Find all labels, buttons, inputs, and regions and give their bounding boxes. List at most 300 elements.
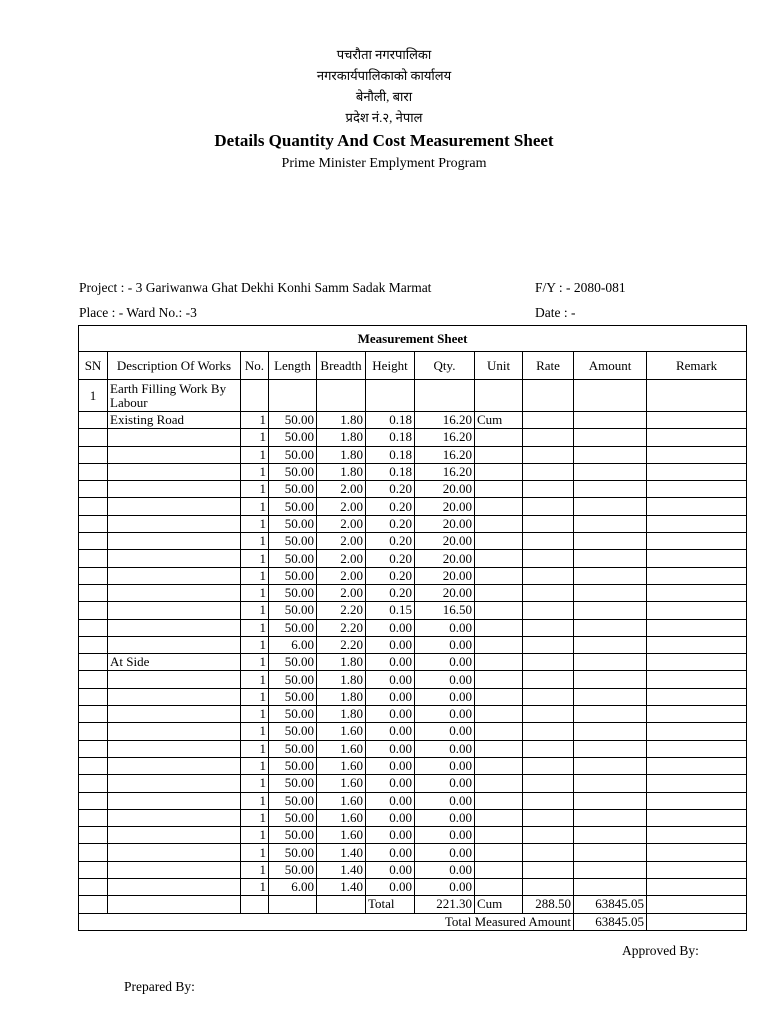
cell-no: 1 bbox=[241, 515, 269, 532]
cell-amount bbox=[574, 827, 647, 844]
cell-sn bbox=[79, 879, 108, 896]
cell-length: 50.00 bbox=[269, 429, 317, 446]
cell-remark bbox=[647, 879, 747, 896]
cell-no: 1 bbox=[241, 861, 269, 878]
cell-length: 50.00 bbox=[269, 498, 317, 515]
table-row bbox=[79, 844, 747, 861]
cell-amount bbox=[574, 792, 647, 809]
cell-sn bbox=[79, 809, 108, 826]
cell-remark bbox=[647, 481, 747, 498]
cell-qty: 0.00 bbox=[415, 740, 475, 757]
cell-amount bbox=[574, 654, 647, 671]
cell-no: 1 bbox=[241, 723, 269, 740]
cell-description bbox=[108, 827, 241, 844]
table-row bbox=[79, 654, 747, 671]
cell-unit bbox=[475, 706, 523, 723]
cell-no: 1 bbox=[241, 654, 269, 671]
cell-qty: 20.00 bbox=[415, 584, 475, 601]
cell-no: 1 bbox=[241, 757, 269, 774]
cell-height: 0.00 bbox=[366, 619, 415, 636]
cell-qty: 0.00 bbox=[415, 879, 475, 896]
cell-no: 1 bbox=[241, 446, 269, 463]
cell-sn bbox=[79, 706, 108, 723]
cell-description: At Side bbox=[108, 654, 241, 671]
cell-unit bbox=[475, 481, 523, 498]
col-header-unit: Unit bbox=[475, 352, 523, 380]
table-header-row bbox=[79, 352, 747, 380]
cell-length: 6.00 bbox=[269, 636, 317, 653]
cell-height: 0.00 bbox=[366, 844, 415, 861]
cell-description bbox=[108, 567, 241, 584]
item-row bbox=[79, 380, 747, 412]
cell-qty: 16.20 bbox=[415, 429, 475, 446]
cell-breadth: 2.00 bbox=[317, 567, 366, 584]
cell-unit: Cum bbox=[475, 412, 523, 429]
cell-qty: 20.00 bbox=[415, 498, 475, 515]
cell-breadth: 1.80 bbox=[317, 412, 366, 429]
total-unit: Cum bbox=[475, 896, 523, 913]
cell-no: 1 bbox=[241, 671, 269, 688]
cell-no: 1 bbox=[241, 550, 269, 567]
cell-remark bbox=[647, 740, 747, 757]
cell-height: 0.00 bbox=[366, 740, 415, 757]
cell-no: 1 bbox=[241, 412, 269, 429]
cell-no: 1 bbox=[241, 636, 269, 653]
cell-description bbox=[108, 481, 241, 498]
cell-length: 50.00 bbox=[269, 567, 317, 584]
cell-sn bbox=[79, 584, 108, 601]
cell-height: 0.00 bbox=[366, 792, 415, 809]
cell-unit bbox=[475, 602, 523, 619]
cell-sn bbox=[79, 412, 108, 429]
cell-breadth: 1.60 bbox=[317, 827, 366, 844]
place-label: Place : - bbox=[79, 305, 127, 320]
table-row bbox=[79, 515, 747, 532]
cell-breadth: 1.40 bbox=[317, 844, 366, 861]
cell-amount bbox=[574, 412, 647, 429]
cell-length: 50.00 bbox=[269, 446, 317, 463]
cell-height: 0.00 bbox=[366, 688, 415, 705]
cell-unit bbox=[475, 757, 523, 774]
cell-qty: 20.00 bbox=[415, 567, 475, 584]
cell-unit bbox=[475, 671, 523, 688]
cell-description bbox=[108, 515, 241, 532]
table-row bbox=[79, 671, 747, 688]
cell-qty: 0.00 bbox=[415, 844, 475, 861]
cell-unit bbox=[475, 584, 523, 601]
cell-breadth: 1.80 bbox=[317, 463, 366, 480]
cell-rate bbox=[523, 861, 574, 878]
cell-breadth: 1.80 bbox=[317, 446, 366, 463]
table-row bbox=[79, 481, 747, 498]
cell-qty: 20.00 bbox=[415, 481, 475, 498]
cell-rate bbox=[523, 602, 574, 619]
cell-rate bbox=[523, 844, 574, 861]
cell-remark bbox=[647, 636, 747, 653]
item-sn: 1 bbox=[79, 380, 108, 412]
cell-breadth: 1.60 bbox=[317, 775, 366, 792]
cell-rate bbox=[523, 498, 574, 515]
project-info bbox=[79, 280, 431, 296]
cell-sn bbox=[79, 688, 108, 705]
cell-amount bbox=[574, 861, 647, 878]
cell-sn bbox=[79, 446, 108, 463]
cell-amount bbox=[574, 429, 647, 446]
cell-rate bbox=[523, 792, 574, 809]
cell-remark bbox=[647, 775, 747, 792]
fiscal-year-label: F/Y : - bbox=[535, 280, 574, 295]
cell-sn bbox=[79, 671, 108, 688]
cell-breadth: 1.60 bbox=[317, 740, 366, 757]
cell-breadth: 1.80 bbox=[317, 706, 366, 723]
cell-length: 50.00 bbox=[269, 706, 317, 723]
grand-total-amount: 63845.05 bbox=[574, 913, 647, 930]
table-row bbox=[79, 809, 747, 826]
cell-qty: 16.50 bbox=[415, 602, 475, 619]
cell-description bbox=[108, 463, 241, 480]
table-row bbox=[79, 775, 747, 792]
table-row bbox=[79, 861, 747, 878]
cell-no: 1 bbox=[241, 879, 269, 896]
cell-qty: 0.00 bbox=[415, 809, 475, 826]
cell-remark bbox=[647, 429, 747, 446]
cell-length: 50.00 bbox=[269, 844, 317, 861]
cell-no: 1 bbox=[241, 498, 269, 515]
table-row bbox=[79, 463, 747, 480]
cell-description bbox=[108, 723, 241, 740]
cell-height: 0.00 bbox=[366, 827, 415, 844]
cell-no: 1 bbox=[241, 619, 269, 636]
cell-unit bbox=[475, 533, 523, 550]
total-rate: 288.50 bbox=[523, 896, 574, 913]
cell-remark bbox=[647, 567, 747, 584]
cell-amount bbox=[574, 688, 647, 705]
table-row bbox=[79, 584, 747, 601]
cell-amount bbox=[574, 671, 647, 688]
cell-sn bbox=[79, 827, 108, 844]
cell-no: 1 bbox=[241, 844, 269, 861]
cell-rate bbox=[523, 619, 574, 636]
cell-remark bbox=[647, 533, 747, 550]
project-value: 3 Gariwanwa Ghat Dekhi Konhi Samm Sadak Marmat bbox=[135, 280, 432, 295]
cell-length: 50.00 bbox=[269, 515, 317, 532]
cell-sn bbox=[79, 602, 108, 619]
cell-length: 50.00 bbox=[269, 827, 317, 844]
cell-description bbox=[108, 740, 241, 757]
cell-no: 1 bbox=[241, 809, 269, 826]
table-row bbox=[79, 619, 747, 636]
grand-total-label: Total Measured Amount bbox=[79, 913, 574, 930]
cell-unit bbox=[475, 498, 523, 515]
cell-sn bbox=[79, 740, 108, 757]
cell-qty: 0.00 bbox=[415, 861, 475, 878]
cell-description bbox=[108, 671, 241, 688]
cell-breadth: 1.40 bbox=[317, 861, 366, 878]
cell-qty: 20.00 bbox=[415, 515, 475, 532]
cell-height: 0.00 bbox=[366, 706, 415, 723]
cell-qty: 0.00 bbox=[415, 757, 475, 774]
cell-unit bbox=[475, 879, 523, 896]
cell-description bbox=[108, 757, 241, 774]
cell-rate bbox=[523, 481, 574, 498]
org-line-province: प्रदेश नं.२, नेपाल bbox=[345, 110, 423, 125]
cell-no: 1 bbox=[241, 533, 269, 550]
table-caption: Measurement Sheet bbox=[79, 326, 747, 352]
cell-remark bbox=[647, 671, 747, 688]
table-row bbox=[79, 567, 747, 584]
cell-rate bbox=[523, 723, 574, 740]
cell-rate bbox=[523, 515, 574, 532]
cell-unit bbox=[475, 446, 523, 463]
cell-breadth: 2.00 bbox=[317, 515, 366, 532]
cell-breadth: 2.20 bbox=[317, 602, 366, 619]
cell-description bbox=[108, 792, 241, 809]
cell-sn bbox=[79, 792, 108, 809]
cell-remark bbox=[647, 619, 747, 636]
cell-remark bbox=[647, 515, 747, 532]
cell-rate bbox=[523, 446, 574, 463]
cell-description bbox=[108, 602, 241, 619]
cell-height: 0.00 bbox=[366, 809, 415, 826]
cell-height: 0.20 bbox=[366, 498, 415, 515]
table-row bbox=[79, 688, 747, 705]
cell-rate bbox=[523, 879, 574, 896]
cell-height: 0.15 bbox=[366, 602, 415, 619]
cell-sn bbox=[79, 463, 108, 480]
cell-remark bbox=[647, 688, 747, 705]
cell-unit bbox=[475, 619, 523, 636]
cell-qty: 0.00 bbox=[415, 706, 475, 723]
cell-amount bbox=[574, 619, 647, 636]
cell-rate bbox=[523, 636, 574, 653]
cell-rate bbox=[523, 584, 574, 601]
cell-remark bbox=[647, 809, 747, 826]
col-header-qty: Qty. bbox=[415, 352, 475, 380]
table-row bbox=[79, 636, 747, 653]
cell-amount bbox=[574, 809, 647, 826]
cell-no: 1 bbox=[241, 602, 269, 619]
cell-length: 50.00 bbox=[269, 757, 317, 774]
cell-rate bbox=[523, 463, 574, 480]
table-row bbox=[79, 740, 747, 757]
cell-description bbox=[108, 636, 241, 653]
cell-length: 50.00 bbox=[269, 792, 317, 809]
cell-sn bbox=[79, 567, 108, 584]
cell-no: 1 bbox=[241, 740, 269, 757]
cell-unit bbox=[475, 809, 523, 826]
cell-rate bbox=[523, 654, 574, 671]
cell-sn bbox=[79, 481, 108, 498]
cell-unit bbox=[475, 567, 523, 584]
cell-amount bbox=[574, 498, 647, 515]
cell-height: 0.18 bbox=[366, 446, 415, 463]
cell-remark bbox=[647, 723, 747, 740]
cell-rate bbox=[523, 706, 574, 723]
table-row bbox=[79, 498, 747, 515]
cell-breadth: 1.40 bbox=[317, 879, 366, 896]
cell-amount bbox=[574, 723, 647, 740]
table-row bbox=[79, 879, 747, 896]
table-row bbox=[79, 757, 747, 774]
cell-remark bbox=[647, 861, 747, 878]
fiscal-year-info bbox=[535, 280, 626, 296]
cell-length: 50.00 bbox=[269, 671, 317, 688]
cell-length: 50.00 bbox=[269, 412, 317, 429]
cell-breadth: 1.80 bbox=[317, 688, 366, 705]
grand-total-row bbox=[79, 913, 747, 930]
table-row bbox=[79, 446, 747, 463]
cell-sn bbox=[79, 775, 108, 792]
cell-remark bbox=[647, 827, 747, 844]
cell-height: 0.00 bbox=[366, 723, 415, 740]
cell-sn bbox=[79, 515, 108, 532]
cell-rate bbox=[523, 533, 574, 550]
table-row bbox=[79, 792, 747, 809]
cell-qty: 0.00 bbox=[415, 792, 475, 809]
cell-remark bbox=[647, 412, 747, 429]
cell-remark bbox=[647, 463, 747, 480]
cell-height: 0.20 bbox=[366, 533, 415, 550]
cell-no: 1 bbox=[241, 463, 269, 480]
col-header-breadth: Breadth bbox=[317, 352, 366, 380]
cell-height: 0.18 bbox=[366, 429, 415, 446]
cell-amount bbox=[574, 481, 647, 498]
col-header-no: No. bbox=[241, 352, 269, 380]
org-line-office: नगरकार्यपालिकाको कार्यालय bbox=[316, 68, 452, 83]
cell-remark bbox=[647, 844, 747, 861]
cell-no: 1 bbox=[241, 706, 269, 723]
cell-length: 50.00 bbox=[269, 740, 317, 757]
cell-height: 0.00 bbox=[366, 671, 415, 688]
cell-amount bbox=[574, 584, 647, 601]
table-row bbox=[79, 533, 747, 550]
cell-amount bbox=[574, 706, 647, 723]
cell-unit bbox=[475, 827, 523, 844]
cell-description bbox=[108, 809, 241, 826]
cell-rate bbox=[523, 775, 574, 792]
cell-sn bbox=[79, 533, 108, 550]
cell-height: 0.00 bbox=[366, 879, 415, 896]
total-qty: 221.30 bbox=[415, 896, 475, 913]
cell-rate bbox=[523, 809, 574, 826]
cell-height: 0.18 bbox=[366, 412, 415, 429]
cell-description bbox=[108, 844, 241, 861]
cell-no: 1 bbox=[241, 429, 269, 446]
cell-unit bbox=[475, 636, 523, 653]
col-header-height: Height bbox=[366, 352, 415, 380]
cell-breadth: 1.60 bbox=[317, 723, 366, 740]
cell-amount bbox=[574, 740, 647, 757]
cell-amount bbox=[574, 463, 647, 480]
cell-sn bbox=[79, 861, 108, 878]
col-header-remark: Remark bbox=[647, 352, 747, 380]
table-row bbox=[79, 723, 747, 740]
cell-remark bbox=[647, 602, 747, 619]
total-row bbox=[79, 896, 747, 913]
cell-length: 6.00 bbox=[269, 879, 317, 896]
cell-amount bbox=[574, 636, 647, 653]
cell-qty: 0.00 bbox=[415, 688, 475, 705]
cell-unit bbox=[475, 515, 523, 532]
cell-breadth: 2.20 bbox=[317, 619, 366, 636]
col-header-description: Description Of Works bbox=[108, 352, 241, 380]
cell-sn bbox=[79, 636, 108, 653]
cell-unit bbox=[475, 654, 523, 671]
org-line-municipality: पचरौता नगरपालिका bbox=[336, 47, 432, 62]
cell-unit bbox=[475, 723, 523, 740]
cell-description bbox=[108, 498, 241, 515]
cell-length: 50.00 bbox=[269, 550, 317, 567]
document-subtitle: Prime Minister Emplyment Program bbox=[281, 156, 487, 171]
organization-header bbox=[0, 44, 768, 128]
cell-rate bbox=[523, 757, 574, 774]
cell-length: 50.00 bbox=[269, 775, 317, 792]
approved-by-label: Approved By: bbox=[622, 943, 699, 958]
cell-breadth: 1.60 bbox=[317, 792, 366, 809]
cell-amount bbox=[574, 879, 647, 896]
cell-unit bbox=[475, 463, 523, 480]
cell-amount bbox=[574, 757, 647, 774]
cell-remark bbox=[647, 654, 747, 671]
cell-sn bbox=[79, 550, 108, 567]
cell-length: 50.00 bbox=[269, 654, 317, 671]
cell-unit bbox=[475, 550, 523, 567]
cell-length: 50.00 bbox=[269, 861, 317, 878]
cell-qty: 0.00 bbox=[415, 636, 475, 653]
cell-description bbox=[108, 861, 241, 878]
total-amount: 63845.05 bbox=[574, 896, 647, 913]
cell-qty: 16.20 bbox=[415, 463, 475, 480]
cell-description: Existing Road bbox=[108, 412, 241, 429]
col-header-amount: Amount bbox=[574, 352, 647, 380]
cell-amount bbox=[574, 602, 647, 619]
cell-qty: 0.00 bbox=[415, 723, 475, 740]
cell-sn bbox=[79, 429, 108, 446]
cell-qty: 0.00 bbox=[415, 827, 475, 844]
cell-breadth: 1.80 bbox=[317, 654, 366, 671]
cell-remark bbox=[647, 550, 747, 567]
cell-amount bbox=[574, 533, 647, 550]
cell-length: 50.00 bbox=[269, 481, 317, 498]
table-row bbox=[79, 602, 747, 619]
project-label: Project : - bbox=[79, 280, 136, 295]
cell-description bbox=[108, 533, 241, 550]
cell-height: 0.18 bbox=[366, 463, 415, 480]
cell-remark bbox=[647, 706, 747, 723]
cell-unit bbox=[475, 844, 523, 861]
org-line-address: बेनौली, बारा bbox=[355, 89, 413, 104]
cell-height: 0.00 bbox=[366, 861, 415, 878]
cell-qty: 16.20 bbox=[415, 446, 475, 463]
item-description: Earth Filling Work By Labour bbox=[108, 380, 241, 412]
table-row bbox=[79, 429, 747, 446]
cell-length: 50.00 bbox=[269, 533, 317, 550]
cell-rate bbox=[523, 740, 574, 757]
cell-length: 50.00 bbox=[269, 584, 317, 601]
cell-breadth: 2.20 bbox=[317, 636, 366, 653]
cell-no: 1 bbox=[241, 792, 269, 809]
cell-sn bbox=[79, 619, 108, 636]
cell-breadth: 1.80 bbox=[317, 429, 366, 446]
cell-description bbox=[108, 775, 241, 792]
fiscal-year-value: 2080-081 bbox=[573, 280, 626, 295]
cell-breadth: 2.00 bbox=[317, 498, 366, 515]
place-value: Ward No.: -3 bbox=[126, 305, 197, 320]
prepared-by-label: Prepared By: bbox=[124, 979, 195, 994]
cell-unit bbox=[475, 861, 523, 878]
cell-amount bbox=[574, 550, 647, 567]
cell-rate bbox=[523, 412, 574, 429]
